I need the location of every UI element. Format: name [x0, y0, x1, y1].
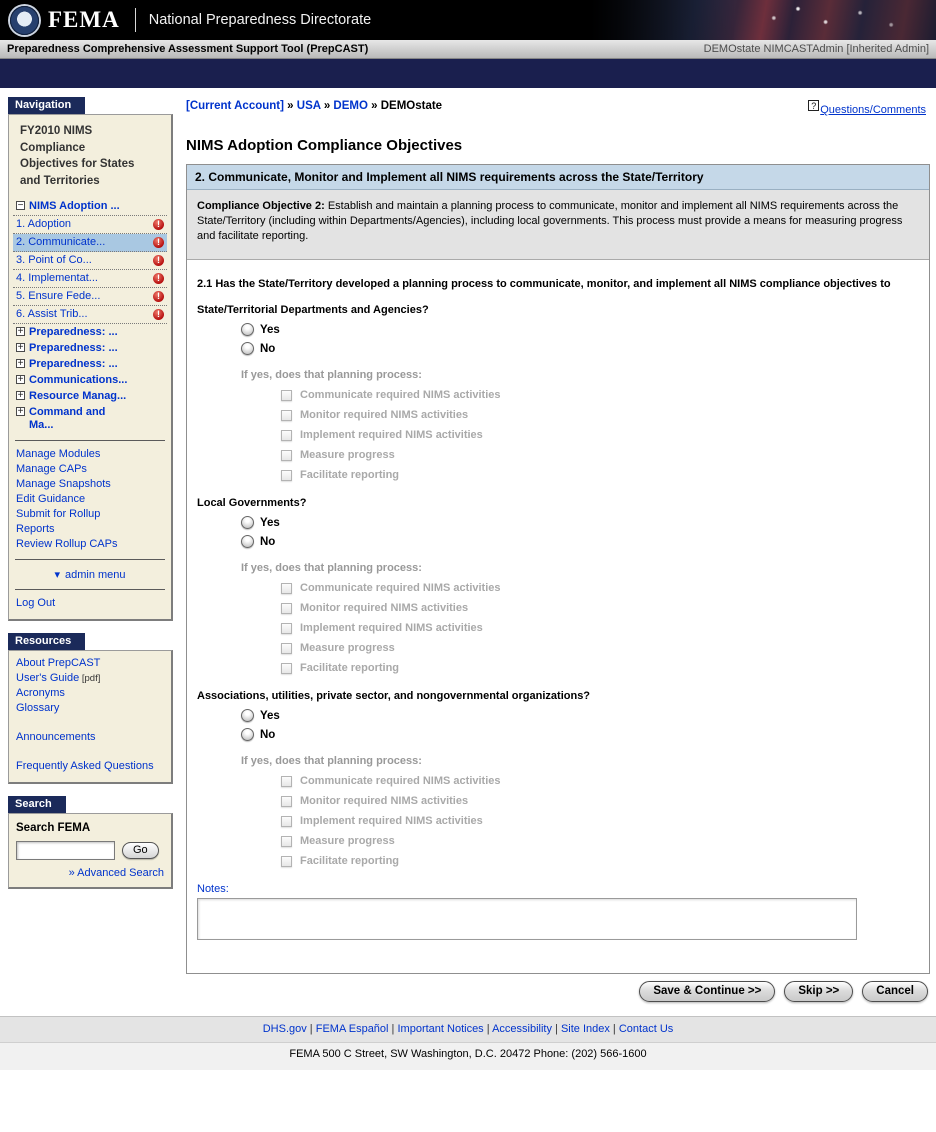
if-yes-label: If yes, does that planning process: — [241, 562, 422, 574]
group-title: State/Territorial Departments and Agencies? — [197, 304, 429, 316]
checkbox-label: Communicate required NIMS activities — [300, 582, 501, 594]
footer-link-separator: | — [388, 1023, 398, 1035]
search-title: Search FEMA — [16, 822, 91, 834]
question-text: 2.1 Has the State/Territory developed a planning process to communicate, monitor, and implement all NIMS compliance objectives to — [197, 278, 891, 290]
sidebar-links — [13, 447, 167, 552]
group-title: Associations, utilities, private sector, and nongovernmental organizations? — [197, 690, 591, 702]
radio-button[interactable] — [241, 516, 254, 529]
resources-header: Resources — [8, 633, 85, 650]
alert-icon: ! — [153, 237, 164, 248]
footer-link-separator: | — [483, 1023, 493, 1035]
expand-icon[interactable]: + — [17, 326, 24, 337]
nav-tree-item-label: 1. Adoption — [16, 218, 72, 230]
checkbox-option — [281, 602, 468, 614]
footer-link[interactable]: FEMA Español — [315, 1023, 389, 1035]
nav-tree-item-label: Preparedness: ... — [29, 358, 118, 370]
user-status: DEMOstate NIMCASTAdmin [Inherited Admin] — [703, 43, 929, 55]
radio-button[interactable] — [241, 342, 254, 355]
nav-tree-item[interactable] — [13, 404, 167, 433]
checkbox-option — [281, 389, 501, 401]
checkbox-label: Communicate required NIMS activities — [300, 775, 501, 787]
alert-icon: ! — [153, 219, 164, 230]
search-header: Search — [8, 796, 66, 813]
nav-tree-item[interactable] — [13, 340, 167, 356]
radio-label: Yes — [260, 709, 280, 722]
program-title: FY2010 NIMS Compliance Objectives for States and Territories — [20, 125, 135, 187]
footer-link[interactable]: Contact Us — [618, 1023, 674, 1035]
footer — [0, 1016, 936, 1070]
questions-comments-link[interactable]: Questions/Comments — [820, 104, 926, 116]
logout-link[interactable]: Log Out — [16, 597, 56, 609]
nav-tree-item[interactable] — [13, 288, 167, 306]
nav-tree-item-label: 5. Ensure Fede... — [16, 290, 101, 302]
separator — [15, 559, 165, 560]
app-title-bar — [0, 40, 936, 59]
checkbox-option — [281, 582, 501, 594]
notes-textarea[interactable] — [197, 898, 857, 940]
breadcrumb-separator: » — [283, 100, 297, 112]
checkbox-label: Measure progress — [300, 449, 395, 461]
objective-label: Compliance Objective 2: — [197, 200, 325, 212]
checkbox — [281, 410, 292, 421]
radio-label: Yes — [260, 323, 280, 336]
navigation-box — [8, 114, 173, 621]
nav-tree — [13, 198, 167, 433]
checkbox-label: Facilitate reporting — [300, 662, 400, 674]
checkbox-option — [281, 662, 399, 674]
alert-icon: ! — [153, 255, 164, 266]
if-yes-label: If yes, does that planning process: — [241, 755, 422, 767]
checkbox-option — [281, 469, 399, 481]
admin-menu-label: admin menu — [64, 569, 126, 581]
directorate-title: National Preparedness Directorate — [148, 12, 372, 28]
breadcrumb-current: DEMOstate — [380, 100, 443, 112]
checkbox — [281, 856, 292, 867]
radio-label: No — [260, 342, 276, 355]
checkbox — [281, 390, 292, 401]
checkbox — [281, 470, 292, 481]
question-mark-icon — [808, 100, 819, 111]
expand-icon[interactable]: + — [17, 390, 24, 401]
checkbox — [281, 583, 292, 594]
skip-button[interactable]: Skip >> — [784, 981, 853, 1002]
pdf-tag: [pdf] — [79, 673, 101, 684]
checkbox-option — [281, 622, 483, 634]
checkbox-option — [281, 775, 501, 787]
footer-link[interactable]: Important Notices — [397, 1023, 484, 1035]
expand-icon[interactable]: + — [17, 406, 24, 417]
nav-tree-item[interactable] — [13, 270, 167, 288]
resource-link[interactable]: Acronyms — [16, 687, 65, 699]
sidebar — [8, 97, 173, 901]
nav-tree-item[interactable] — [13, 356, 167, 372]
flag-image — [591, 0, 936, 40]
question-group — [197, 497, 919, 674]
section-header: 2. Communicate, Monitor and Implement all NIMS requirements across the State/Territory — [187, 165, 929, 190]
nav-tree-item-label: 3. Point of Co... — [16, 254, 92, 266]
breadcrumb-link[interactable]: DEMO — [333, 100, 368, 112]
nav-tree-item[interactable] — [13, 372, 167, 388]
sidebar-link[interactable]: Edit Guidance — [16, 493, 86, 505]
checkbox — [281, 450, 292, 461]
nav-tree-item-label: Preparedness: ... — [29, 326, 118, 338]
checkbox — [281, 816, 292, 827]
checkbox-option — [281, 835, 395, 847]
nav-tree-item[interactable] — [13, 234, 167, 252]
navigation-header: Navigation — [8, 97, 85, 114]
expand-icon[interactable]: + — [17, 358, 24, 369]
nav-tree-item[interactable] — [13, 198, 167, 216]
sidebar-link[interactable]: Manage CAPs — [16, 463, 87, 475]
checkbox — [281, 776, 292, 787]
separator — [15, 440, 165, 441]
breadcrumb-account-link[interactable]: [Current Account] — [186, 100, 284, 112]
checkbox-label: Measure progress — [300, 835, 395, 847]
resource-link-row — [13, 730, 167, 745]
checkbox-option — [281, 449, 395, 461]
breadcrumb — [186, 100, 442, 112]
nav-tree-item-label: Command and Ma... — [29, 406, 106, 431]
content-area — [0, 88, 936, 1002]
expand-icon[interactable]: + — [17, 374, 24, 385]
resource-link-row — [13, 686, 167, 701]
radio-button[interactable] — [241, 323, 254, 336]
sidebar-link[interactable]: Submit for Rollup — [16, 508, 101, 520]
group-title: Local Governments? — [197, 497, 307, 509]
resource-link[interactable]: Announcements — [16, 731, 96, 743]
radio-option-no[interactable] — [241, 728, 275, 741]
nav-tree-item[interactable] — [13, 252, 167, 270]
collapse-icon[interactable]: − — [17, 200, 24, 211]
resource-link[interactable]: Frequently Asked Questions — [16, 760, 154, 772]
resource-link[interactable]: User's Guide — [16, 672, 80, 684]
nav-tree-item-label: 6. Assist Trib... — [16, 308, 88, 320]
question-groups — [197, 304, 919, 867]
radio-label: Yes — [260, 516, 280, 529]
checkbox-option — [281, 815, 483, 827]
resource-link-row — [13, 759, 167, 774]
checkbox-label: Monitor required NIMS activities — [300, 795, 469, 807]
notes-label: Notes: — [197, 883, 229, 895]
if-yes-label: If yes, does that planning process: — [241, 369, 422, 381]
radio-option-yes[interactable] — [241, 323, 280, 336]
checkbox-label: Monitor required NIMS activities — [300, 602, 469, 614]
checkbox — [281, 663, 292, 674]
objective-description — [187, 190, 929, 260]
objective-form — [186, 164, 930, 974]
save-continue-button[interactable]: Save & Continue >> — [639, 981, 775, 1002]
radio-label: No — [260, 535, 276, 548]
dropdown-caret-icon — [54, 569, 60, 581]
radio-option-no[interactable] — [241, 535, 275, 548]
checkbox-label: Measure progress — [300, 642, 395, 654]
navy-strip — [0, 59, 936, 88]
radio-label: No — [260, 728, 276, 741]
objective-text: Establish and maintain a planning process to communicate, monitor and implement all NIMS requirements across the State/Territory (including within Departments/Agencies), including local governments. This process must provide a means for measuring progress and facilitate reporting. — [197, 200, 903, 242]
checkbox-option — [281, 795, 468, 807]
dhs-seal-icon — [10, 6, 39, 35]
app-title: Preparedness Comprehensive Assessment Support Tool (PrepCAST) — [7, 43, 369, 55]
checkbox-label: Communicate required NIMS activities — [300, 389, 501, 401]
nav-tree-item[interactable] — [13, 324, 167, 340]
search-box — [8, 813, 173, 889]
nav-tree-item-label: NIMS Adoption ... — [29, 200, 120, 212]
resource-link-row — [13, 671, 167, 686]
alert-icon: ! — [153, 273, 164, 284]
footer-links — [0, 1016, 936, 1043]
fema-logo: FEMA — [48, 7, 120, 32]
nav-tree-item-label: 4. Implementat... — [16, 272, 98, 284]
checkbox — [281, 623, 292, 634]
checkbox — [281, 836, 292, 847]
resources-box — [8, 650, 173, 784]
action-buttons — [188, 981, 928, 1002]
resource-link-row — [13, 656, 167, 671]
nav-tree-item-label: Communications... — [29, 374, 128, 386]
resource-link-row — [13, 701, 167, 716]
main-panel — [186, 97, 930, 1002]
cancel-button[interactable]: Cancel — [862, 981, 928, 1002]
checkbox-label: Monitor required NIMS activities — [300, 409, 469, 421]
resources-links — [13, 656, 167, 774]
radio-option-no[interactable] — [241, 342, 275, 355]
checkbox-label: Implement required NIMS activities — [300, 622, 483, 634]
footer-link[interactable]: Site Index — [560, 1023, 610, 1035]
nav-tree-item[interactable] — [13, 306, 167, 324]
advanced-search-link[interactable]: » Advanced Search — [68, 867, 164, 879]
header-divider — [135, 8, 136, 32]
checkbox-option — [281, 855, 399, 867]
footer-link-separator: | — [551, 1023, 561, 1035]
top-banner — [0, 0, 936, 40]
alert-icon: ! — [153, 309, 164, 320]
alert-icon: ! — [153, 291, 164, 302]
question-group — [197, 304, 919, 481]
checkbox-option — [281, 642, 395, 654]
nav-tree-item-label: Preparedness: ... — [29, 342, 118, 354]
resource-link[interactable]: About PrepCAST — [16, 657, 101, 669]
nav-tree-item-label: 2. Communicate... — [16, 236, 106, 248]
search-input[interactable] — [16, 841, 115, 860]
radio-button[interactable] — [241, 728, 254, 741]
checkbox-label: Implement required NIMS activities — [300, 429, 483, 441]
radio-button[interactable] — [241, 535, 254, 548]
checkbox-option — [281, 429, 483, 441]
resource-link[interactable]: Glossary — [16, 702, 60, 714]
separator — [15, 589, 165, 590]
checkbox — [281, 430, 292, 441]
breadcrumb-separator: » — [367, 100, 381, 112]
checkbox-label: Facilitate reporting — [300, 469, 400, 481]
checkbox — [281, 603, 292, 614]
page-title: NIMS Adoption Compliance Objectives — [186, 137, 463, 154]
radio-option-yes[interactable] — [241, 516, 280, 529]
nav-tree-item[interactable] — [13, 216, 167, 234]
checkbox — [281, 643, 292, 654]
expand-icon[interactable]: + — [17, 342, 24, 353]
footer-link[interactable]: Accessibility — [492, 1023, 552, 1035]
checkbox-option — [281, 409, 468, 421]
checkbox-label: Facilitate reporting — [300, 855, 400, 867]
question-group — [197, 690, 919, 867]
nav-tree-item[interactable] — [13, 388, 167, 404]
sidebar-link[interactable]: Manage Snapshots — [16, 478, 111, 490]
search-go-button[interactable]: Go — [122, 842, 159, 859]
breadcrumb-link[interactable]: USA — [296, 100, 321, 112]
checkbox-label: Implement required NIMS activities — [300, 815, 483, 827]
footer-address: FEMA 500 C Street, SW Washington, D.C. 20472 Phone: (202) 566-1600 — [0, 1043, 936, 1070]
footer-link-separator: | — [306, 1023, 316, 1035]
nav-tree-item-label: Resource Manag... — [29, 390, 127, 402]
footer-link[interactable]: DHS.gov — [262, 1023, 307, 1035]
radio-button[interactable] — [241, 709, 254, 722]
footer-link-separator: | — [609, 1023, 619, 1035]
sidebar-link[interactable]: Manage Modules — [16, 448, 101, 460]
sidebar-link[interactable]: Review Rollup CAPs — [16, 538, 118, 550]
help-area — [808, 100, 926, 116]
form-body — [187, 260, 929, 973]
breadcrumb-separator: » — [320, 100, 334, 112]
sidebar-link[interactable]: Reports — [16, 523, 55, 535]
admin-menu[interactable] — [13, 566, 167, 582]
radio-option-yes[interactable] — [241, 709, 280, 722]
checkbox — [281, 796, 292, 807]
